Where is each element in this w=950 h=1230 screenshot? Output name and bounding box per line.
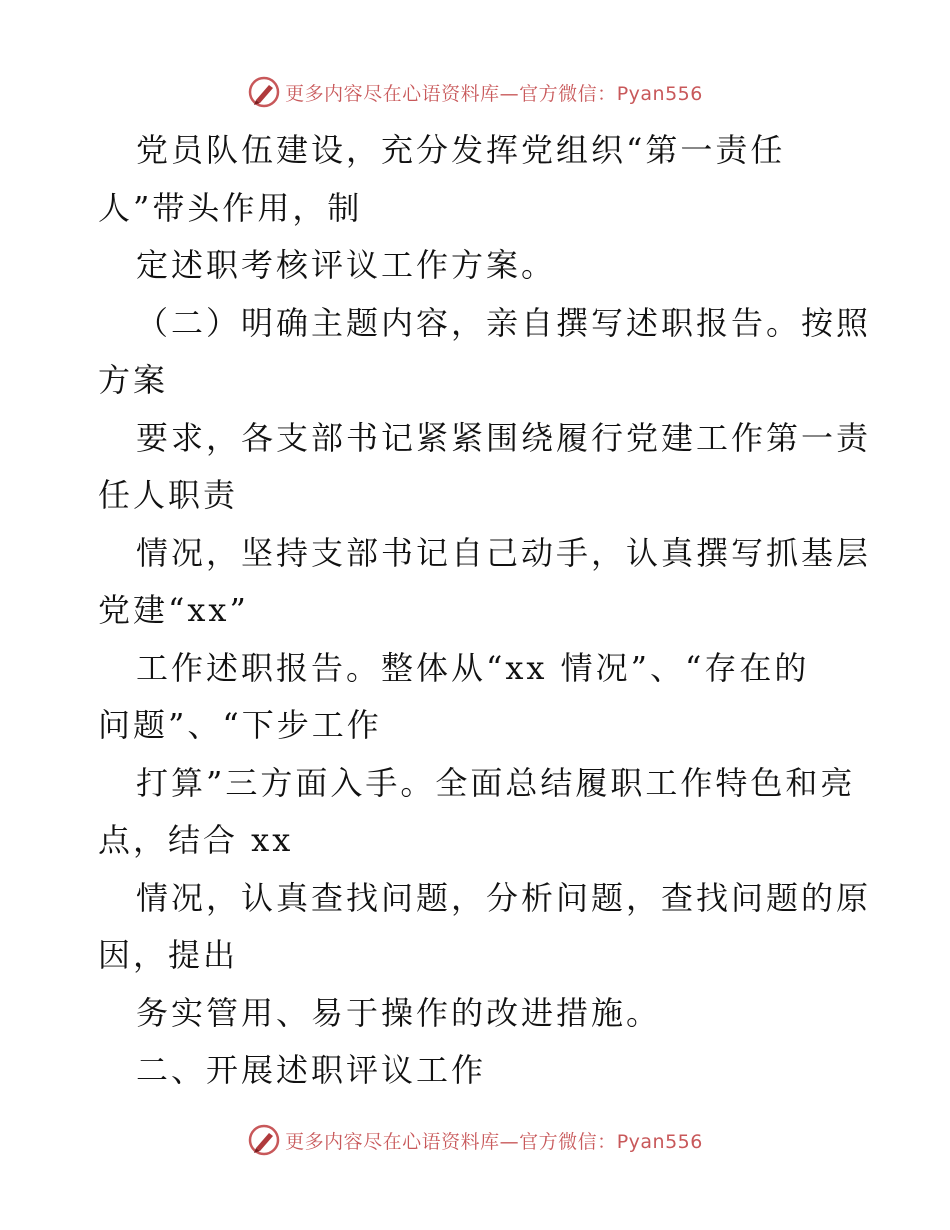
text-line: 情况，认真查找问题，分析问题，查找问题的原 bbox=[136, 878, 872, 917]
text-line: 问题”、“下步工作 bbox=[98, 706, 382, 744]
text-line: 二、开展述职评议工作 bbox=[136, 1051, 487, 1089]
footer-watermark bbox=[0, 1120, 950, 1160]
watermark-wechat-label: 官方微信： bbox=[519, 82, 617, 105]
text-line: 因，提出 bbox=[98, 936, 239, 974]
text-line: 党员队伍建设，充分发挥党组织“第一责任 bbox=[136, 131, 786, 169]
document-body bbox=[98, 122, 872, 1100]
text-line: 打算”三方面入手。全面总结履职工作特色和亮 bbox=[136, 763, 856, 802]
text-line: 情况，坚持支部书记自己动手，认真撰写抓基层 bbox=[136, 533, 872, 572]
pen-circle-logo-icon bbox=[247, 1123, 281, 1157]
text-line: 任人职责 bbox=[98, 476, 239, 514]
text-line: 点，结合 xx bbox=[98, 821, 294, 859]
watermark-text: 更多内容尽在心语资料库 bbox=[285, 1130, 500, 1153]
text-line: 方案 bbox=[98, 361, 169, 399]
text-line: 务实管用、易于操作的改进措施。 bbox=[136, 993, 662, 1032]
watermark-text: 更多内容尽在心语资料库 bbox=[285, 82, 500, 105]
text-line: 工作述职报告。整体从“xx 情况”、“存在的 bbox=[136, 648, 810, 687]
watermark-wechat-id: Pyan556 bbox=[616, 82, 703, 105]
pen-circle-logo-icon bbox=[247, 75, 281, 109]
text-line: 定述职考核评议工作方案。 bbox=[136, 246, 557, 284]
watermark-wechat-id: Pyan556 bbox=[616, 1130, 703, 1153]
text-line: （二）明确主题内容，亲自撰写述职报告。按照 bbox=[136, 303, 872, 342]
watermark-separator: — bbox=[499, 82, 520, 105]
text-line: 人”带头作用，制 bbox=[98, 188, 363, 227]
text-line: 要求，各支部书记紧紧围绕履行党建工作第一责 bbox=[136, 418, 872, 457]
header-watermark bbox=[0, 72, 950, 112]
text-line: 党建“xx” bbox=[98, 591, 249, 629]
watermark-separator: — bbox=[499, 1130, 520, 1153]
watermark-wechat-label: 官方微信： bbox=[519, 1130, 617, 1153]
